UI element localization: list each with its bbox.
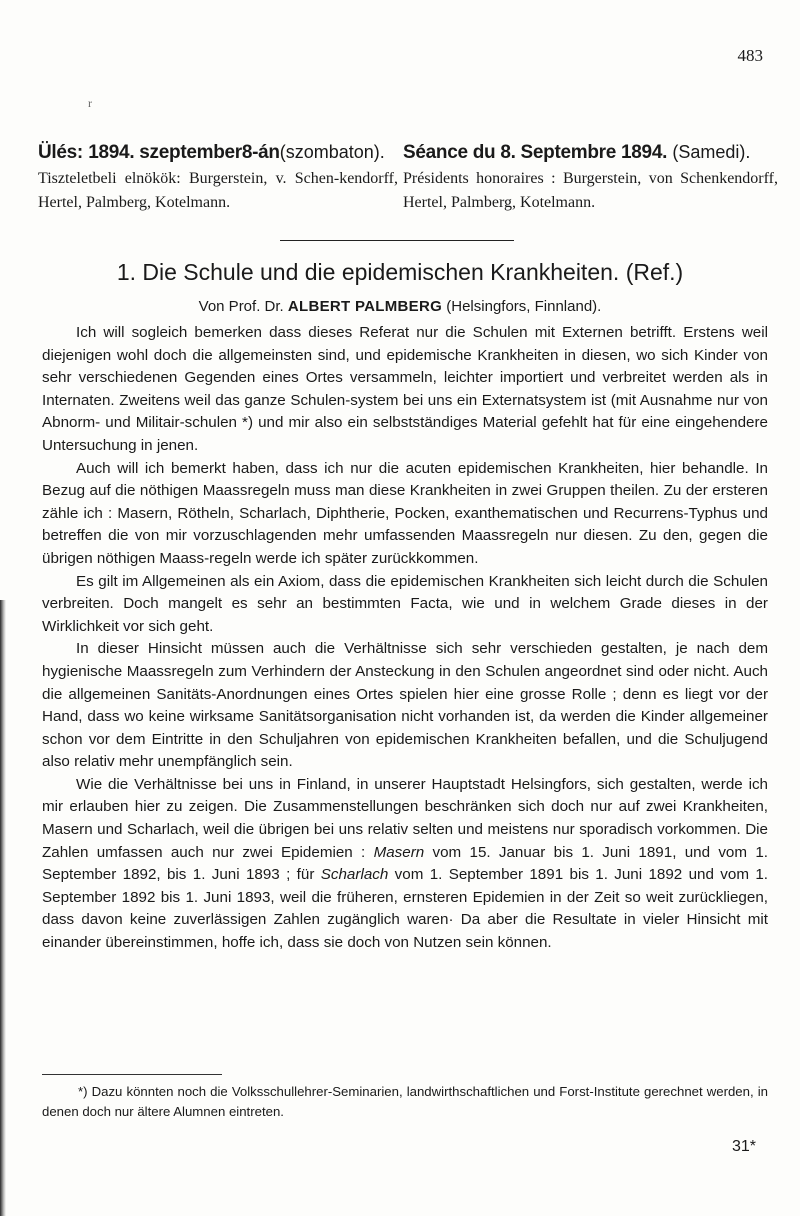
paragraph-3: Es gilt im Allgemeinen als ein Axiom, dass die epidemischen Krankheiten sich leicht durch die Schulen verbreiten. Doch mangelt es sehr an bestimmten Facta, wie und in welchem Grade dieses in der Wirklichkeit vor sich geht.: [42, 572, 768, 635]
scan-shadow-edge: [0, 600, 6, 1216]
session-french-heading: [403, 138, 778, 167]
footnote-rule: [42, 1074, 222, 1075]
session-hungarian: [38, 138, 398, 215]
session-french-presidents: Présidents honoraires : Burgerstein, von Schenkendorff, Hertel, Palmberg, Kotelmann.: [403, 170, 778, 211]
paragraph-2: Auch will ich bemerkt haben, dass ich nur die acuten epidemischen Krankheiten, hier behandle. In Bezug auf die nöthigen Maassregeln muss man diese Krankheiten in zwei Gruppen theilen. Zu der ersteren zähle ich : Masern, Rötheln, Scharlach, Diphtherie, Pocken, exanthematischen und Recurrens-Typhus und betreffen die von mir vorzuschlagenden mehr umfassenden Maassregeln nur diesen. Zu den, gegen die übrigen nöthigen Maass-regeln werde ich später zurückkommen.: [42, 459, 768, 567]
paragraph-4: In dieser Hinsicht müssen auch die Verhältnisse sich sehr verschieden gestalten, je nach dem hygienische Maassregeln zum Verhindern der Ansteckung in den Schulen angeordnet sind oder nicht. Auch die allgemeinen Sanitäts-Anordnungen eines Ortes spielen hier eine grosse Rolle ; denn es liegt vor der Hand, dass wo keine wirksame Sanitätsorganisation nicht vorhanden ist, da werden die Kinder allgemeiner schon vor dem Eintritte in den Schuljahren von epidemischen Krankheiten befallen, und die Schuljugend also relativ mehr unempfänglich sein.: [42, 640, 768, 771]
footnote: *) Dazu könnten noch die Volksschullehrer-Seminarien, landwirthschaftlichen und Forst-Institute gerechnet werden, in denen doch nur ältere Alumnen eintreten.: [42, 1084, 768, 1119]
session-hungarian-day: (szombaton).: [279, 142, 385, 162]
session-hungarian-label: Ülés:: [38, 142, 83, 163]
paragraph-1: Ich will sogleich bemerken dass dieses Referat nur die Schulen mit Externen betrifft. Erstens weil diejenigen wohl doch die allgemeinsten sind, und epidemische Krankheiten in diesen, wo sich Kinder von sehr verschiedenen Gegenden eines Ortes versammeln, leichter importiert und verbreitet werden als in Internaten. Zweitens weil das ganze Schulen-system bei uns ein Externatsystem ist (mit Ausnahme nur von Abnorm- und Militair-schulen *) und mir also ein selbstständiges Material gefehlt hat für eine eingehendere Untersuchung in jenen.: [42, 324, 768, 454]
paragraph-5: [42, 774, 768, 955]
author-name: ALBERT PALMBERG: [287, 298, 443, 315]
session-header: [38, 138, 778, 215]
session-french: [403, 138, 778, 215]
paragraph-5-part-c: vom 1. September 1891 bis 1. Juni 1892 und vom 1. September 1892 bis 1. Juni 1893, weil die früheren, ernsteren Epidemien in der Zeit so weit zurückliegen, dass davon keine zuverlässigen Zahlen zugänglich waren· Da aber die Resultate in vieler Hinsicht mit einander übereinstimmen, hoffe ich, dass sie doch von Nutzen sein können.: [42, 866, 768, 952]
session-hungarian-heading: [38, 138, 398, 167]
paragraph-5-part-b: vom 15. Januar bis 1. Juni 1891, und vom 1. September 1892, bis 1. Juni 1893 ; für: [42, 843, 768, 884]
article-title: 1. Die Schule und die epidemischen Krankheiten. (Ref.): [116, 259, 684, 285]
paragraph-5-part-a: Wie die Verhältnisse bei uns in Finland, in unserer Hauptstadt Helsingfors, sich gestalten, werde ich mir erlauben hier zu zeigen. Die Zusammenstellungen beschränken sich doch nur auf zwei Krankheiten, Masern und Scharlach, weil die übrigen bei uns relativ selten und meistens nur sporadisch vorkommen. Die Zahlen umfassen auch nur zwei Epidemien :: [42, 775, 768, 861]
term-masern: Masern: [373, 843, 425, 861]
session-french-day: (Samedi).: [672, 142, 751, 162]
session-hungarian-date: 1894. szeptember8-án: [88, 142, 280, 163]
section-divider: [280, 240, 514, 241]
article-body: [42, 322, 768, 955]
session-hungarian-presidents: Tiszteletbeli elnökök: Burgerstein, v. Schen-kendorff, Hertel, Palmberg, Kotelmann.: [38, 170, 398, 211]
author-prefix: Von Prof. Dr.: [198, 298, 284, 315]
author-place: (Helsingfors, Finnland).: [446, 298, 602, 315]
term-scharlach: Scharlach: [320, 866, 389, 884]
stray-mark: r: [88, 96, 92, 110]
sheet-signature: 31*: [731, 1138, 756, 1155]
session-french-label: Séance du 8. Septembre 1894.: [403, 142, 668, 163]
page-number: 483: [737, 46, 763, 65]
article-author: [0, 296, 800, 318]
